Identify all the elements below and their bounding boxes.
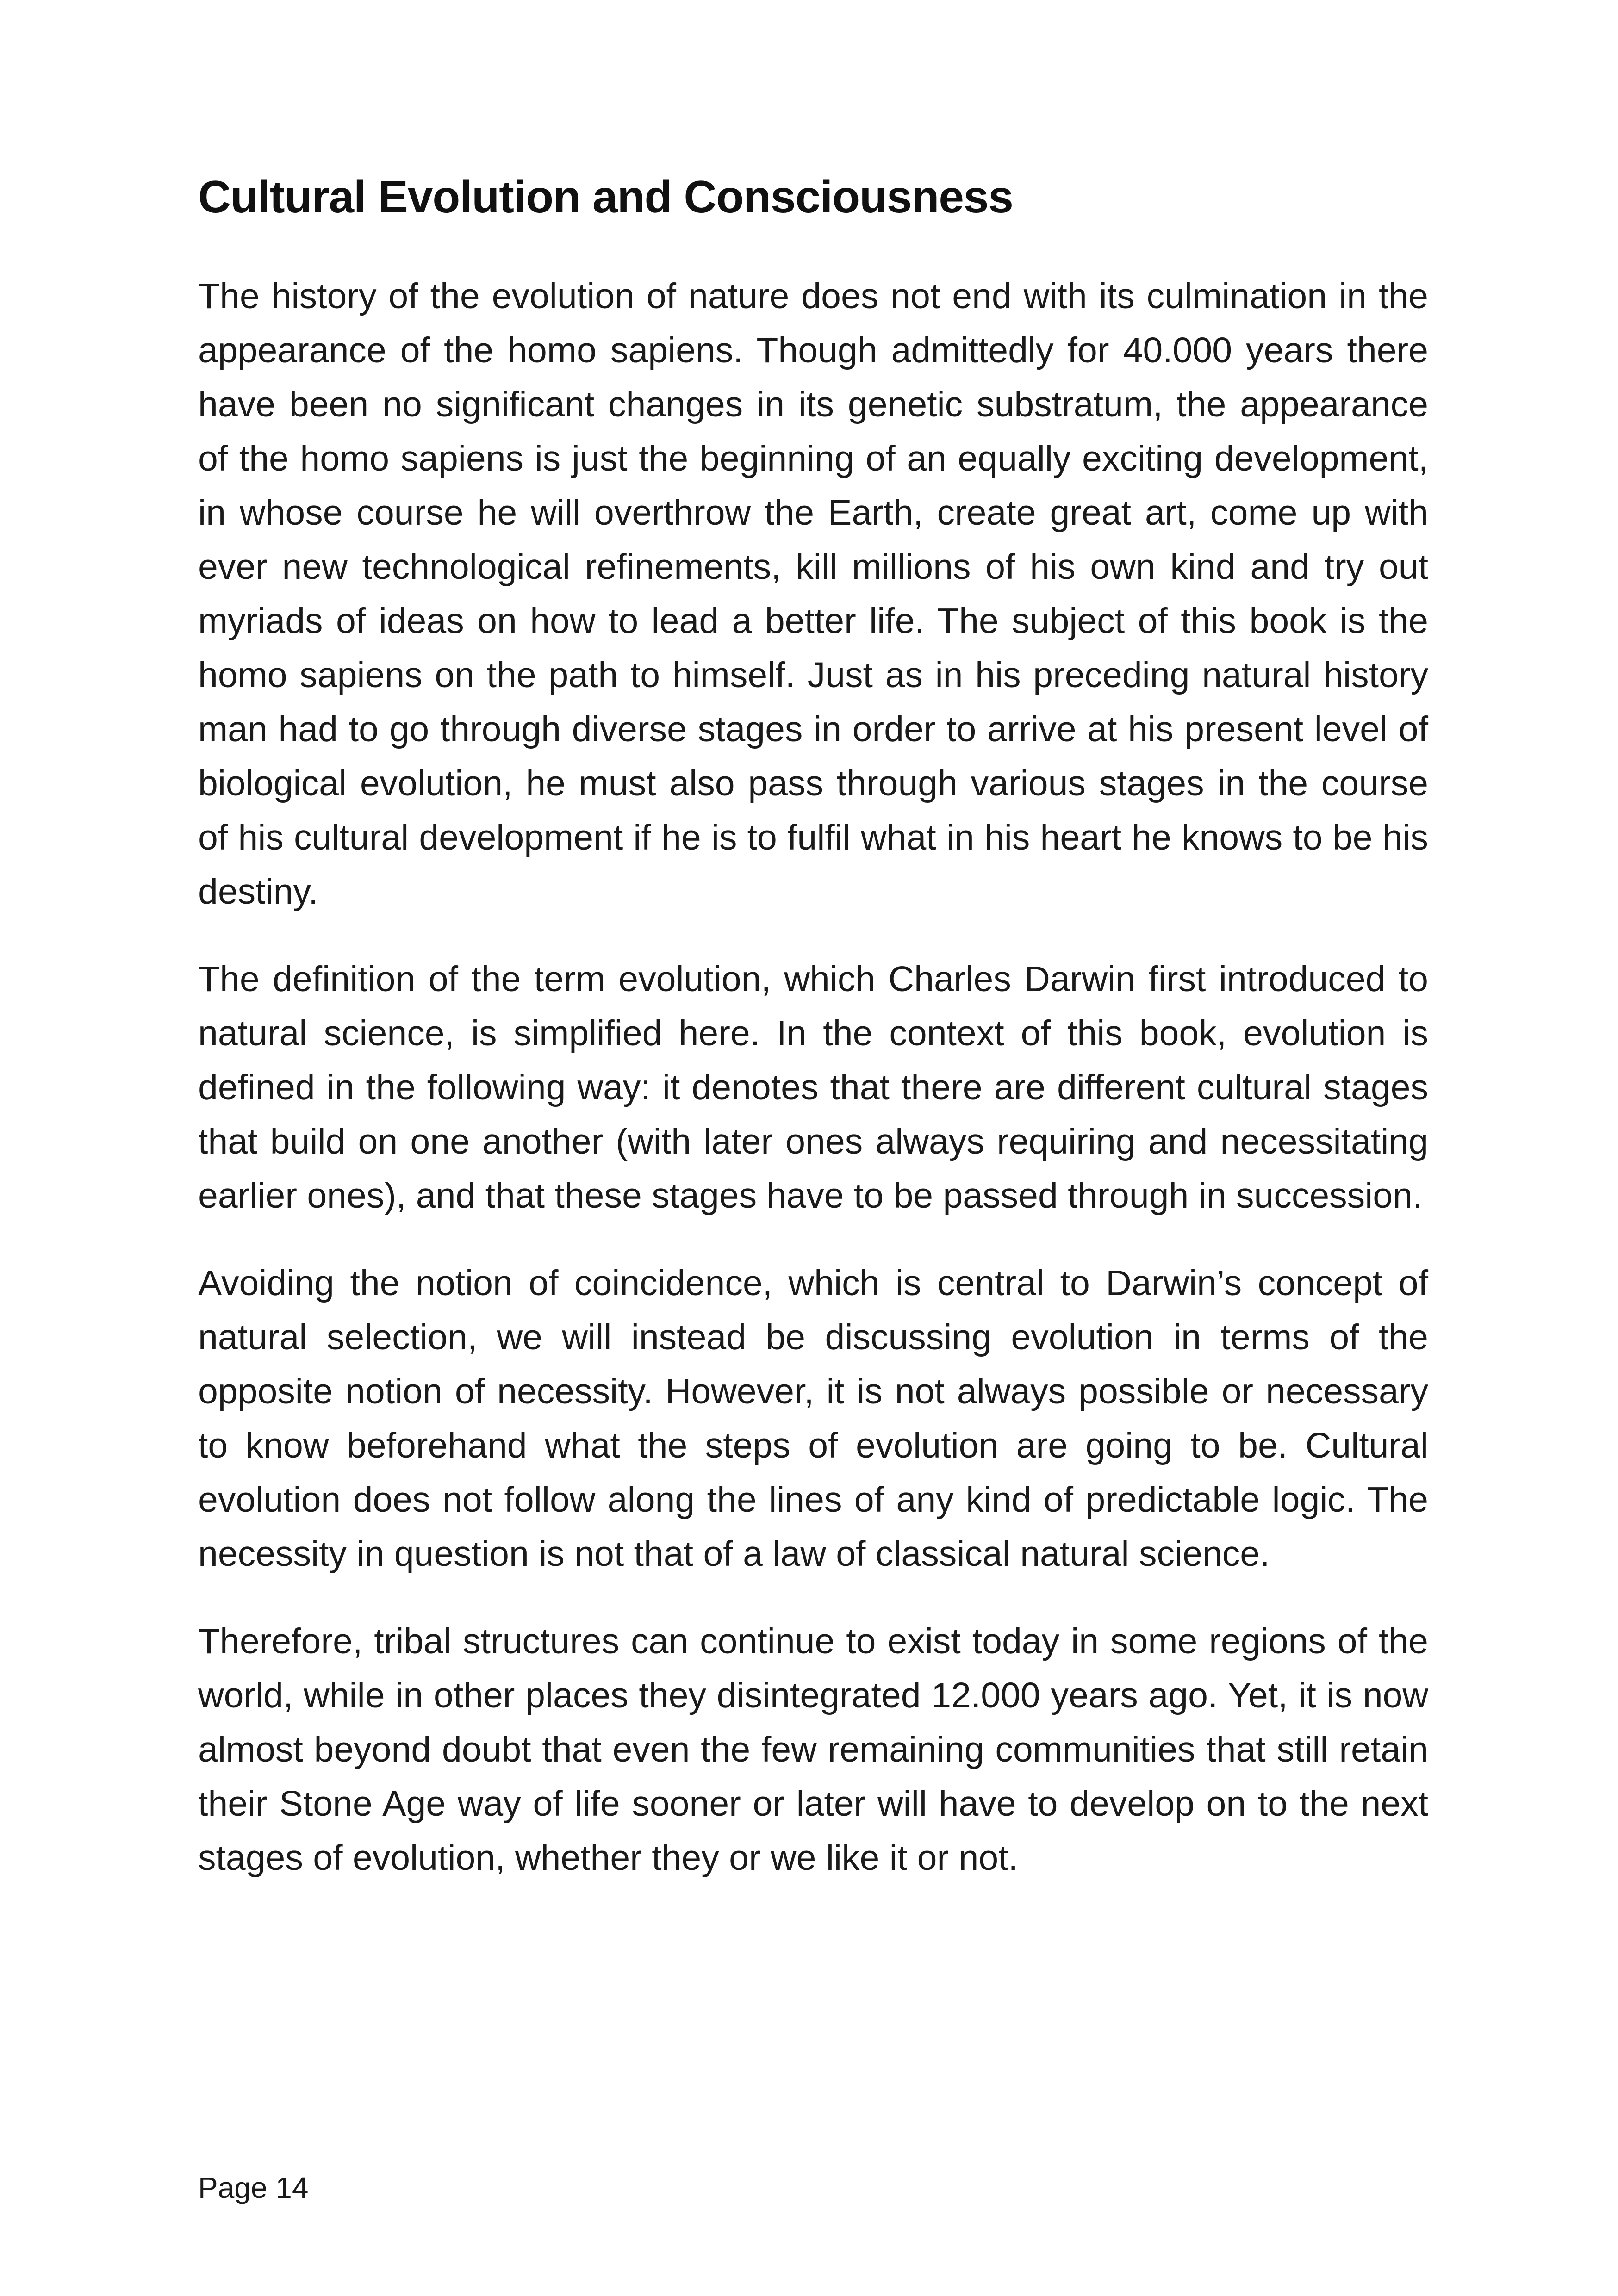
page-content xyxy=(198,167,1428,1918)
page-number: Page 14 xyxy=(198,2171,309,2204)
page-title: Cultural Evolution and Consciousness xyxy=(198,171,1013,222)
paragraph-1: The history of the evolution of nature does not end with its culmination in the appearance of the homo sapiens. Though admittedly for 40.000 years there have been no significant changes in its genetic substratum, the appearance of the homo sapiens is just the beginning of an equally exciting development, in whose course he will overthrow the Earth, create great art, come up with ever new technological refinements, kill millions of his own kind and try out myriads of ideas on how to lead a better life. The subject of this book is the homo sapiens on the path to himself. Just as in his preceding natural history man had to go through diverse stages in order to arrive at his present level of biological evolution, he must also pass through various stages in the course of his cultural development if he is to fulfil what in his heart he knows to be his destiny. xyxy=(198,276,1428,912)
paragraph-3: Avoiding the notion of coincidence, which is central to Darwin’s concept of natural selection, we will instead be discussing evolution in terms of the opposite notion of necessity. However, it is not always possible or necessary to know beforehand what the steps of evolution are going to be. Cultural evolution does not follow along the lines of any kind of predictable logic. The necessity in question is not that of a law of classical natural science. xyxy=(198,1263,1428,1574)
paragraph-4: Therefore, tribal structures can continue to exist today in some regions of the world, while in other places they disintegrated 12.000 years ago. Yet, it is now almost beyond doubt that even the few remaining communities that still retain their Stone Age way of life sooner or later will have to develop on to the next stages of evolution, whether they or we like it or not. xyxy=(198,1621,1428,1878)
paragraph-2: The definition of the term evolution, which Charles Darwin first introduced to natural science, is simplified here. In the context of this book, evolution is defined in the following way: it denotes that there are different cultural stages that build on one another (with later ones always requiring and necessitating earlier ones), and that these stages have to be passed through in succession. xyxy=(198,959,1428,1216)
